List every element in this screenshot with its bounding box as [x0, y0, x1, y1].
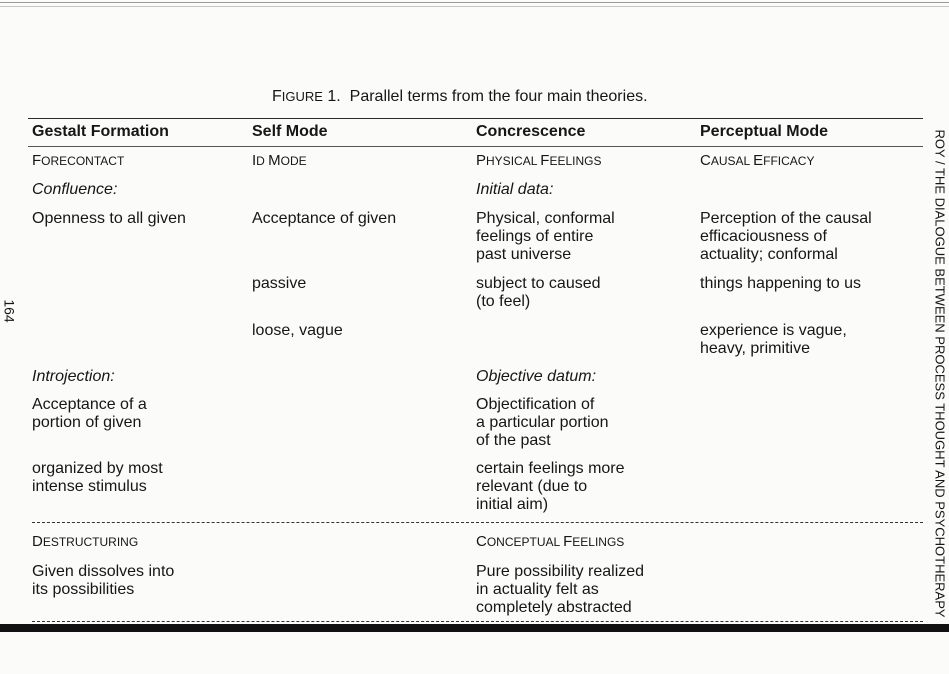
scan-line [0, 6, 949, 7]
page-number: 164 [1, 299, 18, 323]
running-head: ROY / THE DIALOGUE BETWEEN PROCESS THOUGHT AND PSYCHOTHERAPY [932, 129, 948, 618]
section-head-conceptual-feelings: CONCEPTUAL FEELINGS [476, 533, 625, 550]
cell-certain-feelings: certain feelings more relevant (due to initial aim) [476, 460, 625, 513]
cell-organized-stimulus: organized by most intense stimulus [32, 460, 163, 495]
subhead-objective-datum: Objective datum: [476, 368, 597, 385]
cell-acceptance-portion: Acceptance of a portion of given [32, 396, 147, 431]
cell-experience-vague: experience is vague, heavy, primitive [700, 322, 847, 357]
scan-line [0, 2, 949, 3]
section-head-forecontact: FORECONTACT [32, 152, 125, 169]
cell-things-happening: things happening to us [700, 275, 862, 292]
cell-openness: Openness to all given [32, 210, 186, 227]
cell-perception-causal: Perception of the causal efficaciousness of actuality; conformal [700, 210, 872, 263]
cell-given-dissolves: Given dissolves into its possibilities [32, 563, 175, 598]
figure-caption: FIGURE 1. Parallel terms from the four main theories. [272, 88, 648, 105]
table-top-rule [28, 118, 923, 119]
subhead-confluence: Confluence: [32, 181, 118, 198]
cell-acceptance-given: Acceptance of given [252, 210, 397, 227]
table-bottom-divider [32, 621, 923, 622]
subhead-initial-data: Initial data: [476, 181, 554, 198]
cell-passive: passive [252, 275, 307, 292]
column-header-perceptual: Perceptual Mode [700, 123, 829, 140]
header-rule [28, 146, 923, 147]
cell-loose-vague: loose, vague [252, 322, 343, 339]
scan-bottom-edge [0, 624, 949, 632]
cell-pure-possibility: Pure possibility realized in actuality felt as completely abstracted [476, 563, 645, 616]
column-header-self: Self Mode [252, 123, 328, 140]
section-head-causal-efficacy: CAUSAL EFFICACY [700, 152, 815, 169]
section-head-destructuring: DESTRUCTURING [32, 533, 139, 550]
column-header-gestalt: Gestalt Formation [32, 123, 169, 140]
section-head-physical-feelings: PHYSICAL FEELINGS [476, 152, 602, 169]
column-header-concrescence: Concrescence [476, 123, 586, 140]
cell-objectification: Objectification of a particular portion of the past [476, 396, 609, 449]
section-head-id-mode: ID MODE [252, 152, 307, 169]
cell-subject-to-caused: subject to caused (to feel) [476, 275, 601, 310]
subhead-introjection: Introjection: [32, 368, 115, 385]
section-divider [32, 522, 923, 523]
cell-physical-conformal: Physical, conformal feelings of entire past universe [476, 210, 615, 263]
